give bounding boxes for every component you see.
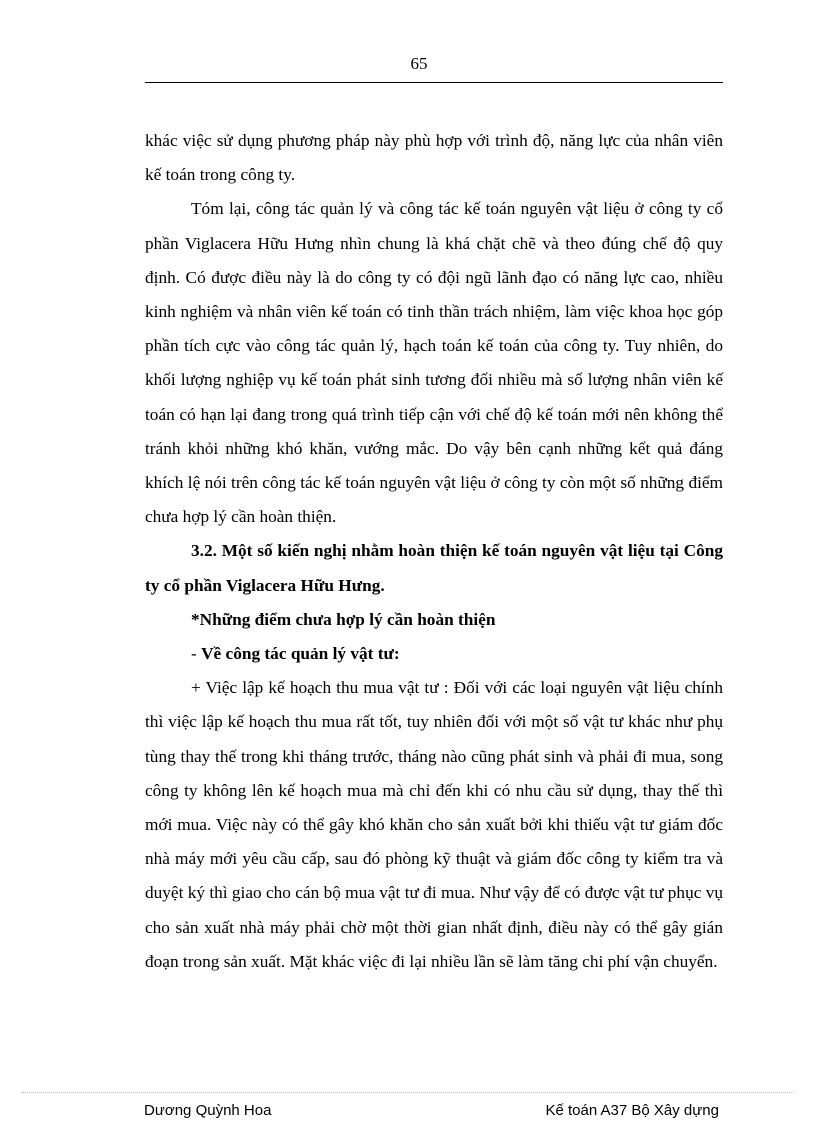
section-title-text: Về công tác quản lý vật tư: [201, 644, 400, 664]
paragraph-1: khác việc sử dụng phương pháp này phù hợp với trình độ, năng lực của nhân viên kế toán trong công ty. [145, 131, 723, 185]
section-title [145, 637, 723, 671]
paragraph-3: + Việc lập kế hoạch thu mua vật tư : Đối với các loại nguyên vật liệu chính thì việc lập kế hoạch thu mua rất tốt, tuy nhiên đối với một số vật tư khác như phụ tùng thay thế trong khi tháng trước, tháng nào cũng phát sinh và phải đi mua, song công ty không lên kế hoạch mua mà chỉ đến khi có nhu cầu sử dụng, thay thế thì mới mua. Việc này có thể gây khó khăn cho sản xuất bởi khi thiếu vật tư giám đốc nhà máy mới yêu cầu cấp, sau đó phòng kỹ thuật và giám đốc công ty kiểm tra và duyệt ký thì giao cho cán bộ mua vật tư đi mua. Như vậy để có được vật tư phục vụ cho sản xuất nhà máy phải chờ một thời gian nhất định, điều này có thể gây gián đoạn trong sản xuất. Mặt khác việc đi lại nhiều lần sẽ làm tăng chi phí vận chuyển. [145, 678, 723, 971]
header-rule [145, 82, 723, 83]
paragraph-2: Tóm lại, công tác quản lý và công tác kế toán nguyên vật liệu ở công ty cổ phần Viglacera Hữu Hưng nhìn chung là khá chặt chẽ và theo đúng chế độ quy định. Có được điều này là do công ty có đội ngũ lãnh đạo có năng lực cao, nhiều kinh nghiệm và nhân viên kế toán có tinh thần trách nhiệm, làm việc khoa học góp phần tích cực vào công tác quản lý, hạch toán kế toán của công ty. Tuy nhiên, do khối lượng nghiệp vụ kế toán phát sinh tương đối nhiều mà số lượng nhân viên kế toán có hạn lại đang trong quá trình tiếp cận với chế độ kế toán mới nên không thể tránh khỏi những khó khăn, vướng mắc. Do vậy bên cạnh những kết quả đáng khích lệ nói trên công tác kế toán nguyên vật liệu ở công ty còn một số những điểm chưa hợp lý cần hoàn thiện. [145, 199, 723, 527]
section-prefix: - [191, 644, 202, 664]
body-text [145, 124, 723, 979]
footer-author: Dương Quỳnh Hoa [144, 1102, 272, 1119]
section-heading: 3.2. Một số kiến nghị nhằm hoàn thiện kế toán nguyên vật liệu tại Công ty cổ phần Viglacera Hữu Hưng. [145, 541, 723, 595]
footer-rule [22, 1092, 794, 1093]
footer-class: Kế toán A37 Bộ Xây dựng [545, 1102, 719, 1119]
page-number: 65 [410, 54, 428, 73]
subheading: *Những điểm chưa hợp lý cần hoàn thiện [191, 609, 496, 629]
